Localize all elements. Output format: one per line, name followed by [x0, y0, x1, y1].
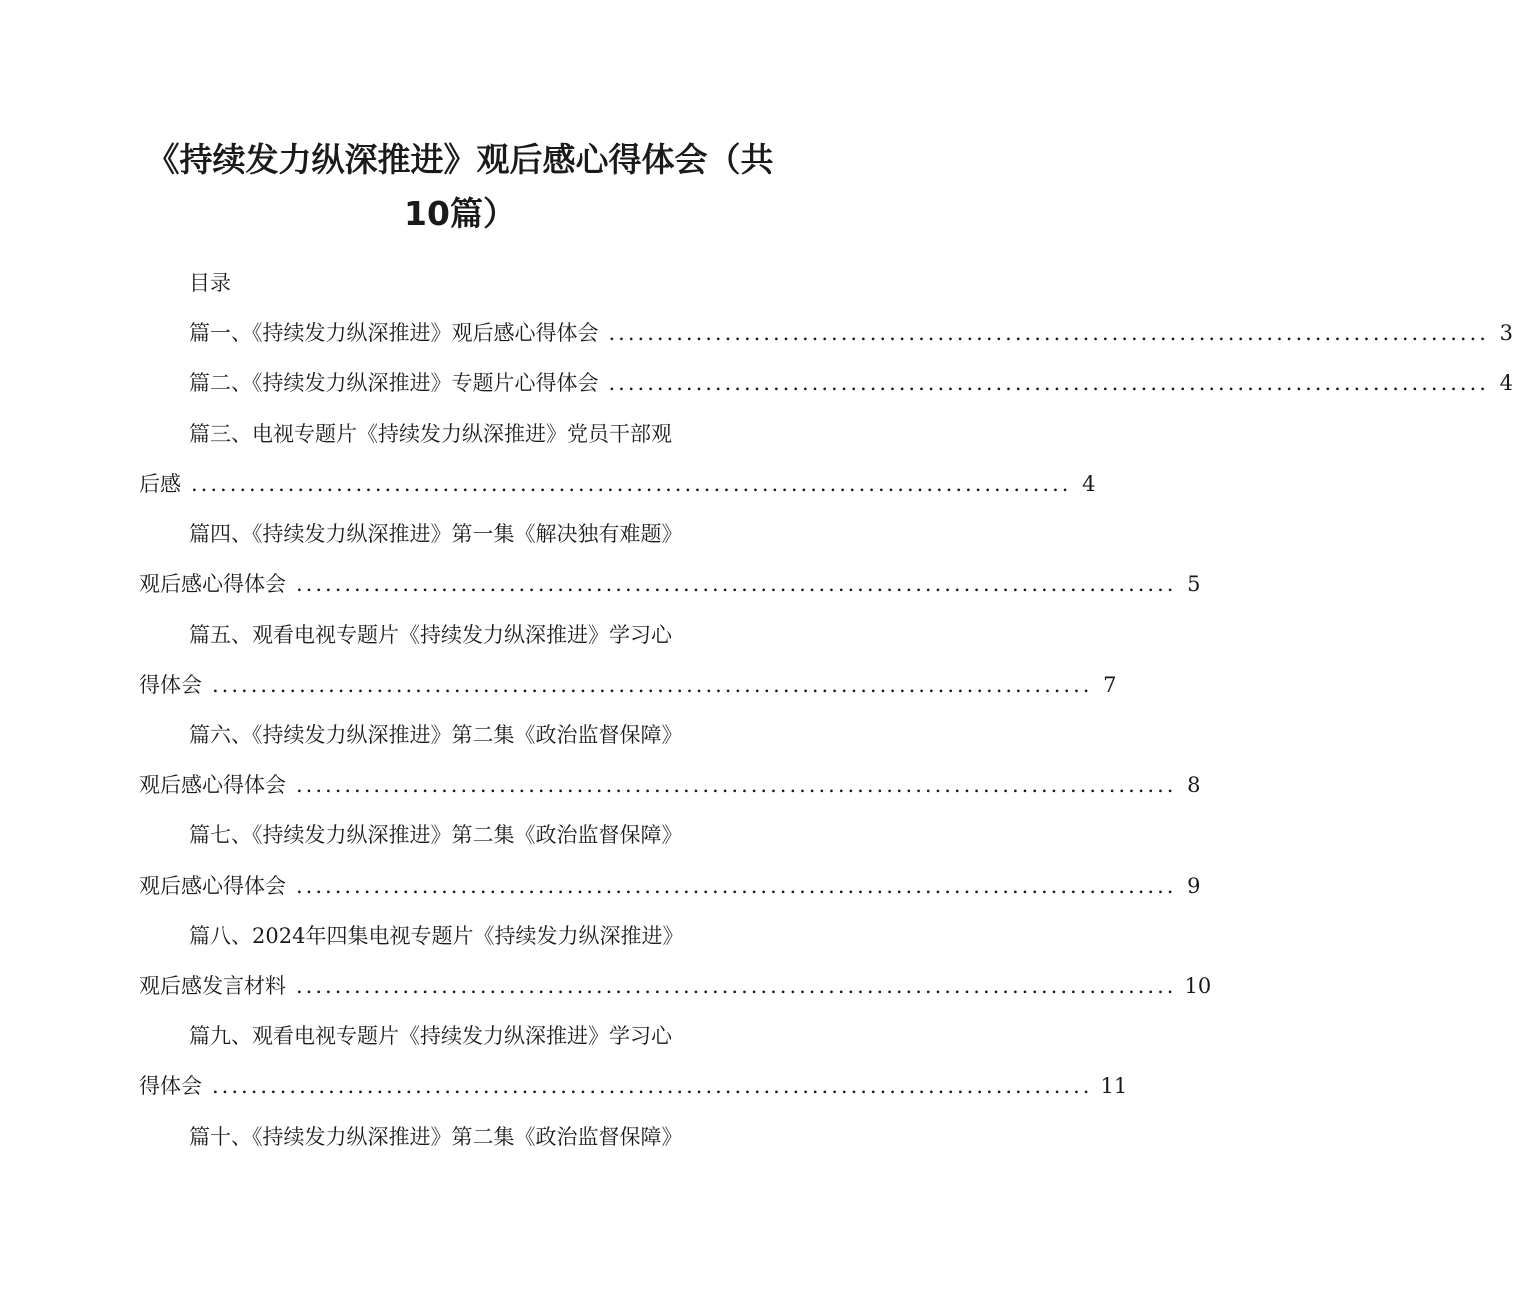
- toc-dot-leader: ...........................................................................................: [191, 472, 1072, 496]
- toc-page-number: 11: [1100, 1074, 1128, 1098]
- toc-page-number: 4: [1082, 472, 1096, 496]
- toc-dot-leader: ...........................................................................................: [212, 673, 1093, 697]
- toc-entry-8-line-1[interactable]: 篇八、2024年四集电视专题片《持续发力纵深推进》: [189, 924, 684, 948]
- toc-page-number: 8: [1187, 773, 1201, 797]
- toc-dot-leader: ...........................................................................................: [608, 321, 1489, 345]
- toc-entry-text: 篇一、《持续发力纵深推进》观后感心得体会: [189, 321, 599, 345]
- document-title-line-1: 《持续发力纵深推进》观后感心得体会（共: [146, 140, 774, 179]
- toc-entry-text: 得体会: [139, 1074, 202, 1098]
- toc-entry-1[interactable]: [189, 318, 1513, 348]
- toc-dot-leader: ...........................................................................................: [608, 371, 1489, 395]
- toc-entry-3-line-2[interactable]: [139, 469, 1096, 499]
- toc-entry-text: 篇二、《持续发力纵深推进》专题片心得体会: [189, 371, 599, 395]
- toc-entry-text: 得体会: [139, 673, 202, 697]
- toc-dot-leader: ...........................................................................................: [296, 572, 1177, 596]
- toc-dot-leader: ...........................................................................................: [296, 874, 1177, 898]
- toc-entry-2[interactable]: [189, 368, 1513, 398]
- toc-entry-7-line-1[interactable]: 篇七、《持续发力纵深推进》第二集《政治监督保障》: [189, 823, 683, 847]
- toc-entry-9-line-1[interactable]: 篇九、观看电视专题片《持续发力纵深推进》学习心: [189, 1024, 672, 1048]
- toc-page-number: 9: [1187, 874, 1201, 898]
- toc-entry-6-line-2[interactable]: [139, 770, 1201, 800]
- toc-heading: 目录: [189, 271, 231, 295]
- toc-entry-text: 观后感心得体会: [139, 773, 286, 797]
- toc-page-number: 3: [1499, 321, 1513, 345]
- toc-entry-text: 后感: [139, 472, 181, 496]
- toc-dot-leader: ...........................................................................................: [212, 1074, 1093, 1098]
- toc-entry-9-line-2[interactable]: [139, 1071, 1128, 1101]
- toc-entry-10-line-1[interactable]: 篇十、《持续发力纵深推进》第二集《政治监督保障》: [189, 1125, 683, 1149]
- toc-entry-6-line-1[interactable]: 篇六、《持续发力纵深推进》第二集《政治监督保障》: [189, 723, 683, 747]
- toc-entry-4-line-1[interactable]: 篇四、《持续发力纵深推进》第一集《解决独有难题》: [189, 522, 683, 546]
- document-title-line-2: 10篇）: [404, 194, 516, 233]
- toc-entry-5-line-2[interactable]: [139, 670, 1117, 700]
- toc-entry-5-line-1[interactable]: 篇五、观看电视专题片《持续发力纵深推进》学习心: [189, 623, 672, 647]
- toc-page-number: 10: [1184, 974, 1212, 998]
- toc-page-number: 4: [1499, 371, 1513, 395]
- toc-entry-3-line-1[interactable]: 篇三、电视专题片《持续发力纵深推进》党员干部观: [189, 422, 672, 446]
- toc-dot-leader: ...........................................................................................: [296, 974, 1177, 998]
- toc-entry-7-line-2[interactable]: [139, 871, 1201, 901]
- toc-page-number: 7: [1103, 673, 1117, 697]
- toc-entry-text: 观后感心得体会: [139, 874, 286, 898]
- toc-page-number: 5: [1187, 572, 1201, 596]
- toc-entry-4-line-2[interactable]: [139, 569, 1201, 599]
- toc-entry-8-line-2[interactable]: [139, 971, 1212, 1001]
- toc-entry-text: 观后感心得体会: [139, 572, 286, 596]
- toc-entry-text: 观后感发言材料: [139, 974, 286, 998]
- toc-dot-leader: ...........................................................................................: [296, 773, 1177, 797]
